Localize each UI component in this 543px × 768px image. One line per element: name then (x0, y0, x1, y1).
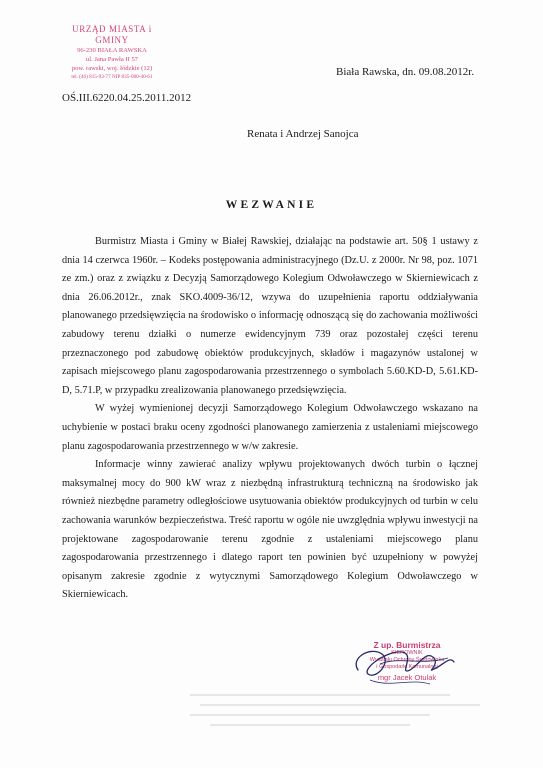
document-title: WEZWANIE (225, 199, 318, 211)
signature-line-1: Z up. Burmistrza (373, 640, 441, 650)
stamp-line-3: ul. Jana Pawła II 57 (85, 56, 139, 63)
office-stamp (58, 24, 166, 82)
document-date: Biała Rawska, dn. 09.08.2012r. (336, 66, 475, 78)
stamp-line-1: URZĄD MIASTA i GMINY (72, 24, 152, 45)
signature-line-4: i Gospodarki Komunalnej (376, 664, 438, 670)
paragraph-1: Burmistrz Miasta i Gminy w Białej Rawskiej, działając na podstawie art. 50§ 1 ustawy z dnia 14 czerwca 1960r. – Kodeks postępowania administracyjnego (Dz.U. z 2000r. Nr 98, poz. 1071 ze zm.) oraz z związku z Decyzją Samorządowego Kolegium Odwoławczego w Skierniewicach z dnia 26.06.2012r., znak SKO.4009-36/12, wzywa do uzupełnienia raportu oddziaływania planowanego przedsięwzięcia na środowisko o informację odnoszącą się do zachowania możliwości zabudowy terenu działki o numerze ewidencyjnym 739 oraz pozostałej części terenu przeznaczonego pod zabudowę obiektów produkcyjnych, składów i magazynów ustalonej w zapisach miejscowego planu zagospodarowania przestrzennego o symbolach 5.60.KD-D, 5.61.KD-D, 5.71.P, w przypadku zrealizowania planowanego przedsięwzięcia. (62, 236, 478, 396)
paragraph-2: W wyżej wymienionej decyzji Samorządowego Kolegium Odwoławczego wskazano na uchybienie w postaci braku oceny zgodności planowanego zamierzenia z ustaleniami miejscowego planu zagospodarowania przestrzennego w w/w zakresie. (62, 403, 478, 452)
reference-number: OŚ.III.6220.04.25.2011.2012 (62, 92, 192, 104)
recipient: Renata i Andrzej Sanojca (247, 128, 359, 140)
stamp-line-2: 96-230 BIAŁA RAWSKA (77, 47, 147, 54)
stamp-line-5: tel. (46) 815-93-77 NIP 835-000-40-61 (71, 74, 153, 80)
paragraph-3: Informacje winny zawierać analizy wpływu projektowanych dwóch turbin o łącznej maksymalnej mocy do 900 kW wraz z niezbędną infrastrukturą techniczną na środowisko jak również niezbędne parametry odległościowe usytuowania obiektów produkcyjnych od turbin w celu zachowania warunków bezpieczeństwa. Treść raportu w ogóle nie uwzględnia wpływu inwestycji na projektowane zagospodarowanie terenu zgodnie z ustaleniami miejscowego planu zagospodarowania przestrzennego i dlatego raport ten powinien być uzupełniony w powyżej opisanym zakresie zgodnie z wytycznymi Samorządowego Kolegium Odwoławczego w Skierniewicach. (62, 459, 478, 601)
show-through-text (190, 690, 490, 740)
document-body (62, 233, 478, 605)
signature-line-2: KIEROWNIK (391, 650, 423, 656)
stamp-line-4: pow. rawski, woj. łódzkie (12) (71, 65, 153, 72)
signature-line-3: Wydziału Ochrony Środowiska (369, 657, 445, 663)
signature-line-5: mgr Jacek Otulak (377, 673, 437, 682)
